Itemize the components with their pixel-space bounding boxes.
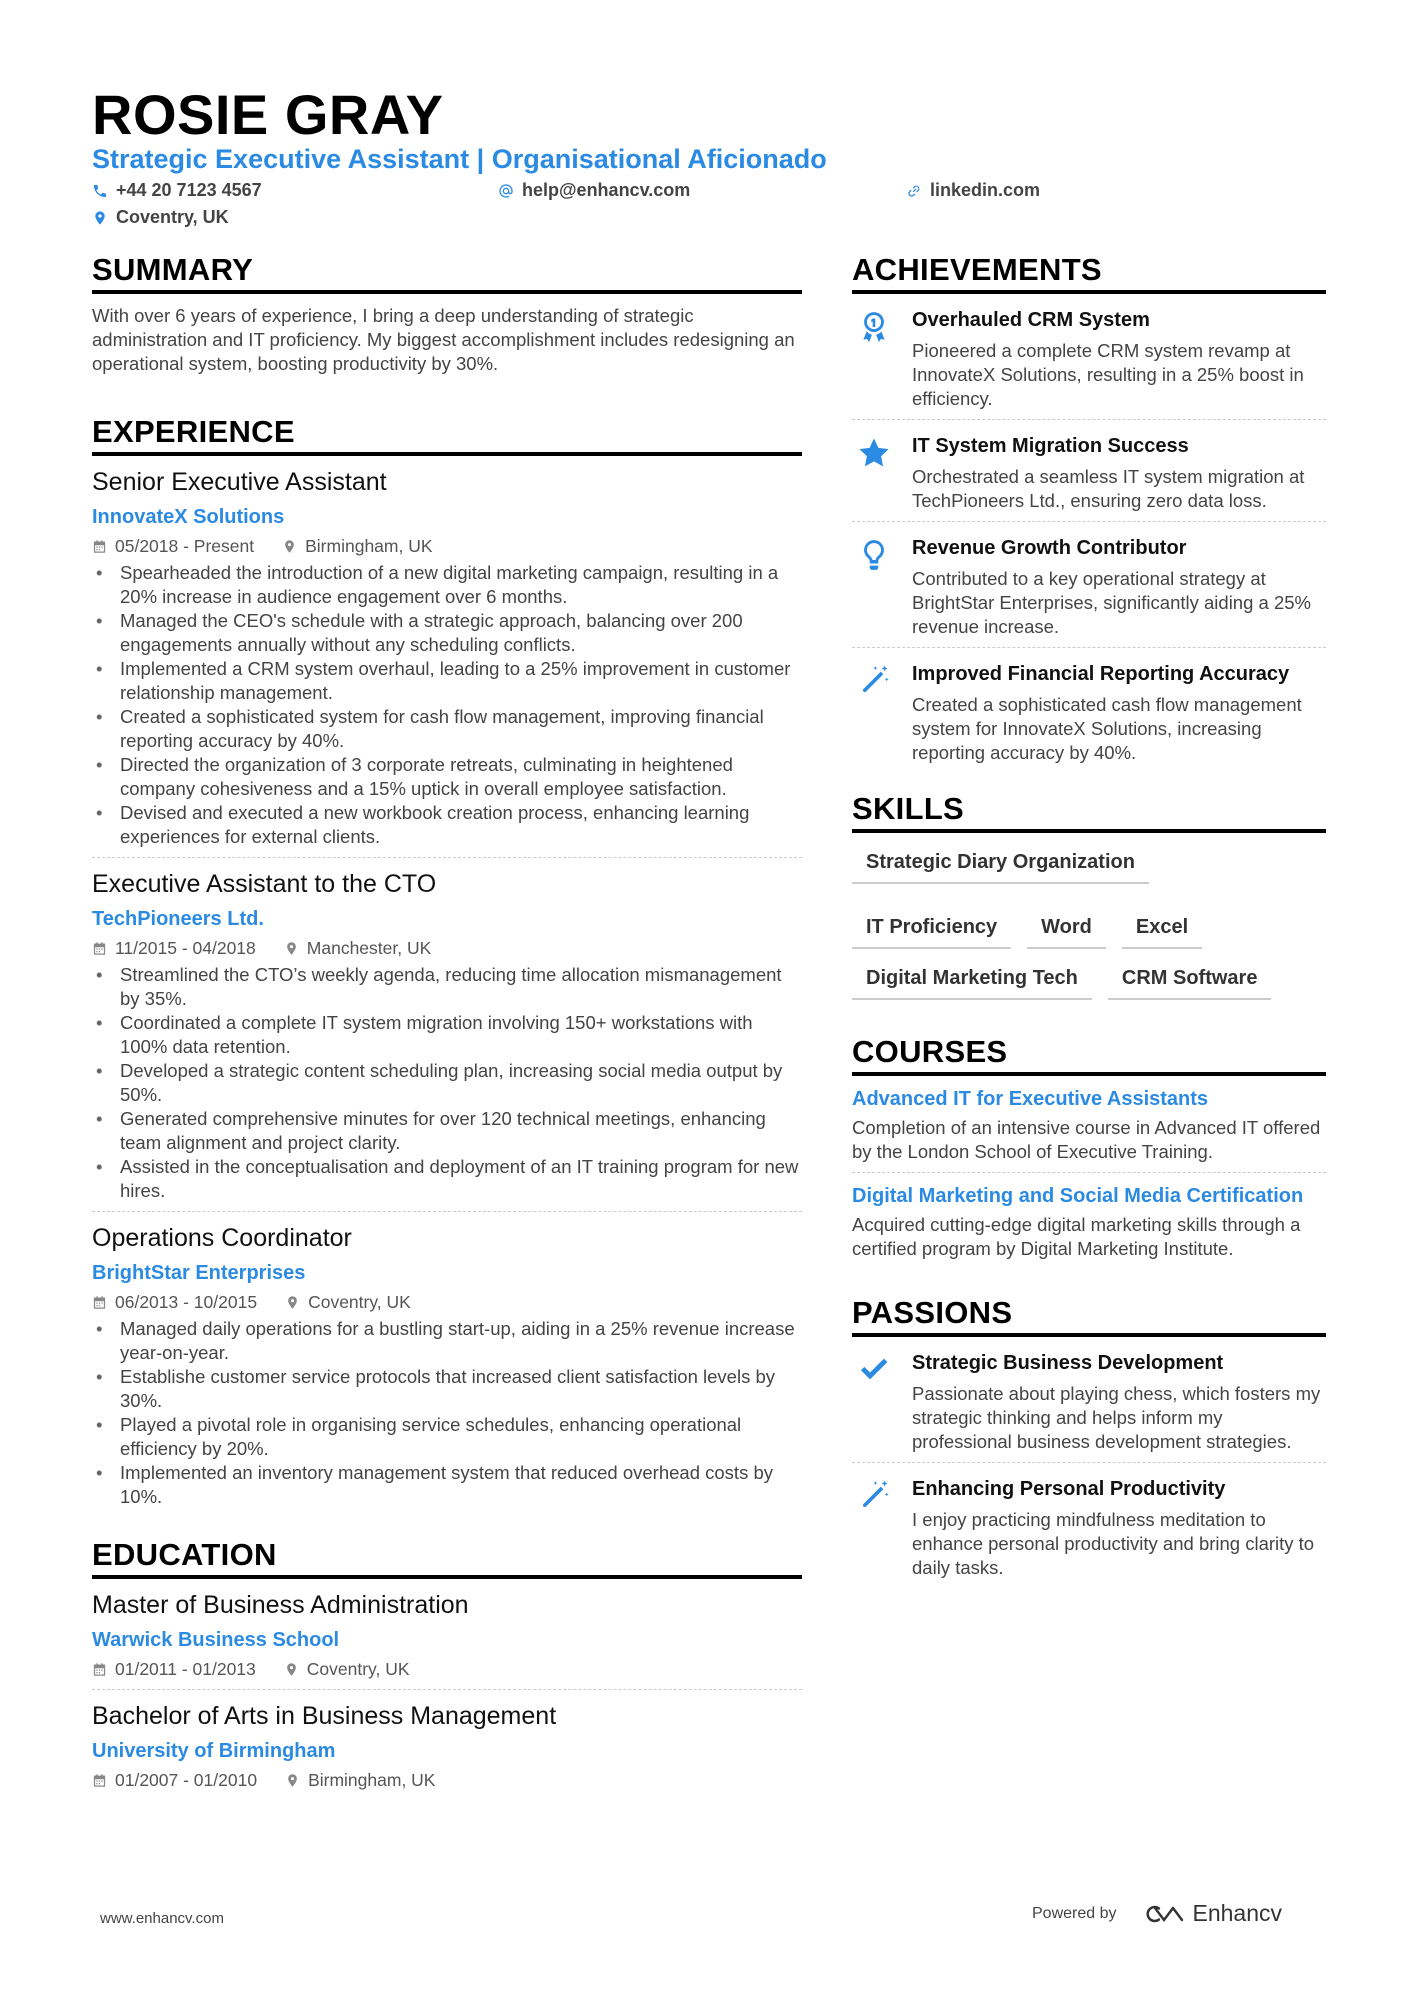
education-meta [92, 1657, 802, 1681]
location-pin-icon [92, 210, 108, 226]
lightbulb-icon [857, 538, 891, 572]
achievement-item [852, 658, 1326, 765]
company-name: BrightStar Enterprises [92, 1262, 306, 1284]
skills-heading: SKILLS [852, 791, 1326, 833]
courses-heading: COURSES [852, 1034, 1326, 1076]
location-text: Coventry, UK [116, 207, 229, 227]
divider [92, 857, 802, 858]
location-pin-icon [282, 539, 297, 554]
passion-title: Strategic Business Development [912, 1352, 1224, 1374]
job-meta [92, 936, 802, 960]
brand-logo[interactable] [1141, 1900, 1283, 1927]
magic-wand-icon [857, 664, 891, 698]
dates-text: 11/2015 - 04/2018 [115, 938, 256, 958]
divider [92, 1689, 802, 1690]
location-text: Coventry, UK [306, 1659, 410, 1679]
dates-text: 06/2013 - 10/2015 [115, 1292, 258, 1312]
job-bullets [92, 561, 802, 849]
job-dates [92, 534, 254, 558]
footer-branding [1032, 1900, 1282, 1927]
achievement-desc: Orchestrated a seamless IT system migration at TechPioneers Ltd., ensuring zero data loss. [912, 466, 1305, 511]
bullet-item: • Generated comprehensive minutes for over 120 technical meetings, enhancing team alignment and project clarity. [92, 1107, 802, 1155]
job-dates [92, 1290, 257, 1314]
calendar-icon [92, 1295, 107, 1310]
divider [852, 1462, 1326, 1463]
course-item [852, 1086, 1326, 1164]
degree-title: Master of Business Administration [92, 1591, 469, 1619]
location-pin-icon [285, 1773, 300, 1788]
dates-text: 05/2018 - Present [115, 536, 255, 556]
divider [852, 1172, 1326, 1173]
right-column [852, 252, 1326, 1580]
phone-icon [92, 183, 108, 199]
summary-heading: SUMMARY [92, 252, 802, 294]
education-location [284, 1657, 410, 1681]
skill-tag: Strategic Diary Organization [852, 847, 1149, 884]
bullet-item: • Devised and executed a new workbook creation process, enhancing learning experiences for external clients. [92, 801, 802, 849]
bullet-item: • Managed the CEO's schedule with a strategic approach, balancing over 200 engagements annually without any scheduling conflicts. [92, 609, 802, 657]
contact-linkedin[interactable] [906, 180, 1040, 201]
passion-title: Enhancing Personal Productivity [912, 1478, 1226, 1500]
powered-by-label: Powered by [1032, 1904, 1117, 1922]
achievement-title: Overhauled CRM System [912, 309, 1150, 331]
calendar-icon [92, 1662, 107, 1677]
bullet-item: • Created a sophisticated system for cash flow management, improving financial reporting accuracy by 40%. [92, 705, 802, 753]
bullet-item: • Spearheaded the introduction of a new digital marketing campaign, resulting in a 20% increase in audience engagement over 6 months. [92, 561, 802, 609]
magic-wand-icon [857, 1479, 891, 1513]
calendar-icon [92, 1773, 107, 1788]
contact-location [92, 207, 229, 228]
location-pin-icon [284, 941, 299, 956]
bullet-item: • Streamlined the CTO’s weekly agenda, reducing time allocation mismanagement by 35%. [92, 963, 802, 1011]
school-name: University of Birmingham [92, 1740, 336, 1762]
bullet-item: • Directed the organization of 3 corporate retreats, culminating in heightened company cohesiveness and a 15% uptick in overall employee satisfaction. [92, 753, 802, 801]
job-dates [92, 936, 256, 960]
job-bullets [92, 1317, 802, 1509]
bullet-item: • Coordinated a complete IT system migration involving 150+ workstations with 100% data retention. [92, 1011, 802, 1059]
education-item [92, 1700, 802, 1792]
dates-text: 01/2007 - 01/2010 [115, 1770, 258, 1790]
summary-text: With over 6 years of experience, I bring a deep understanding of strategic administration and IT proficiency. My biggest accomplishment includes redesigning an operational system, boosting productivity by 30%. [92, 305, 795, 374]
job-location [282, 534, 432, 558]
education-location [285, 1768, 435, 1792]
link-icon [906, 183, 922, 199]
achievement-item [852, 304, 1326, 411]
job-bullets [92, 963, 802, 1203]
education-dates [92, 1768, 257, 1792]
passion-item [852, 1347, 1326, 1454]
course-title: Digital Marketing and Social Media Certification [852, 1185, 1304, 1207]
job-location [284, 936, 432, 960]
course-desc: Completion of an intensive course in Advanced IT offered by the London School of Executive Training. [852, 1117, 1321, 1162]
job-title: Senior Executive Assistant [92, 468, 387, 496]
bullet-item: • Establishe customer service protocols that increased client satisfaction levels by 30%. [92, 1365, 802, 1413]
location-text: Birmingham, UK [308, 1770, 436, 1790]
location-text: Manchester, UK [306, 938, 432, 958]
education-heading: EDUCATION [92, 1537, 802, 1579]
phone-text: +44 20 7123 4567 [116, 180, 262, 200]
at-icon [498, 183, 514, 199]
course-desc: Acquired cutting-edge digital marketing skills through a certified program by Digital Marketing Institute. [852, 1214, 1301, 1259]
footer-website[interactable]: www.enhancv.com [100, 1910, 224, 1927]
contact-email[interactable] [498, 180, 690, 201]
skill-tag: Word [1027, 912, 1106, 949]
company-name: InnovateX Solutions [92, 506, 285, 528]
skill-tag: Excel [1122, 912, 1202, 949]
bullet-item: • Implemented a CRM system overhaul, leading to a 25% improvement in customer relationship management. [92, 657, 802, 705]
experience-item [92, 466, 802, 849]
achievement-title: Improved Financial Reporting Accuracy [912, 663, 1290, 685]
star-icon [857, 436, 891, 470]
company-name: TechPioneers Ltd. [92, 908, 264, 930]
passion-desc: Passionate about playing chess, which fosters my strategic thinking and helps inform my professional business development strategies. [912, 1383, 1321, 1452]
skill-tag: CRM Software [1108, 963, 1272, 1000]
location-text: Birmingham, UK [305, 536, 433, 556]
job-meta [92, 534, 802, 558]
experience-heading: EXPERIENCE [92, 414, 802, 456]
divider [852, 647, 1326, 648]
achievement-desc: Created a sophisticated cash flow management system for InnovateX Solutions, increasing reporting accuracy by 40%. [912, 694, 1302, 763]
achievements-heading: ACHIEVEMENTS [852, 252, 1326, 294]
calendar-icon [92, 539, 107, 554]
email-text: help@enhancv.com [522, 180, 691, 200]
candidate-title: Strategic Executive Assistant | Organisational Aficionado [92, 144, 827, 174]
degree-title: Bachelor of Arts in Business Management [92, 1702, 557, 1730]
passions-heading: PASSIONS [852, 1295, 1326, 1337]
bullet-item: • Played a pivotal role in organising service schedules, enhancing operational efficiency by 20%. [92, 1413, 802, 1461]
dates-text: 01/2011 - 01/2013 [115, 1659, 256, 1679]
job-title: Executive Assistant to the CTO [92, 870, 437, 898]
education-meta [92, 1768, 802, 1792]
left-column [92, 252, 802, 1792]
experience-item [92, 1222, 802, 1509]
education-dates [92, 1657, 256, 1681]
award-icon [857, 310, 891, 344]
course-item [852, 1183, 1326, 1261]
experience-item [92, 868, 802, 1203]
achievement-item [852, 532, 1326, 639]
passion-desc: I enjoy practicing mindfulness meditation to enhance personal productivity and bring clarity to daily tasks. [912, 1509, 1315, 1578]
skill-tag: IT Proficiency [852, 912, 1011, 949]
bullet-item: • Implemented an inventory management system that reduced overhead costs by 10%. [92, 1461, 802, 1509]
achievement-title: IT System Migration Success [912, 435, 1189, 457]
achievement-desc: Pioneered a complete CRM system revamp at InnovateX Solutions, resulting in a 25% boost in efficiency. [912, 340, 1304, 409]
linkedin-text: linkedin.com [930, 180, 1041, 200]
skill-tag: Digital Marketing Tech [852, 963, 1092, 1000]
candidate-name: ROSIE GRAY [92, 83, 444, 146]
achievement-desc: Contributed to a key operational strategy at BrightStar Enterprises, significantly aiding a 25% revenue increase. [912, 568, 1311, 637]
location-pin-icon [285, 1295, 300, 1310]
school-name: Warwick Business School [92, 1629, 340, 1651]
bullet-item: • Developed a strategic content scheduling plan, increasing social media output by 50%. [92, 1059, 802, 1107]
calendar-icon [92, 941, 107, 956]
contact-phone [92, 180, 262, 201]
divider [92, 1211, 802, 1212]
job-title: Operations Coordinator [92, 1224, 352, 1252]
divider [852, 521, 1326, 522]
job-meta [92, 1290, 802, 1314]
location-pin-icon [284, 1662, 299, 1677]
achievement-item [852, 430, 1326, 513]
enhancv-logo-icon [1141, 1902, 1187, 1926]
achievement-title: Revenue Growth Contributor [912, 537, 1187, 559]
checkmark-icon [857, 1353, 891, 1387]
location-text: Coventry, UK [308, 1292, 411, 1312]
skills-list [852, 847, 1326, 1000]
brand-name: Enhancv [1192, 1900, 1283, 1926]
bullet-item: • Managed daily operations for a bustling start-up, aiding in a 25% revenue increase year-on-year. [92, 1317, 802, 1365]
education-item [92, 1589, 802, 1681]
passion-item [852, 1473, 1326, 1580]
course-title: Advanced IT for Executive Assistants [852, 1088, 1209, 1110]
bullet-item: • Assisted in the conceptualisation and deployment of an IT training program for new hires. [92, 1155, 802, 1203]
job-location [285, 1290, 411, 1314]
divider [852, 419, 1326, 420]
